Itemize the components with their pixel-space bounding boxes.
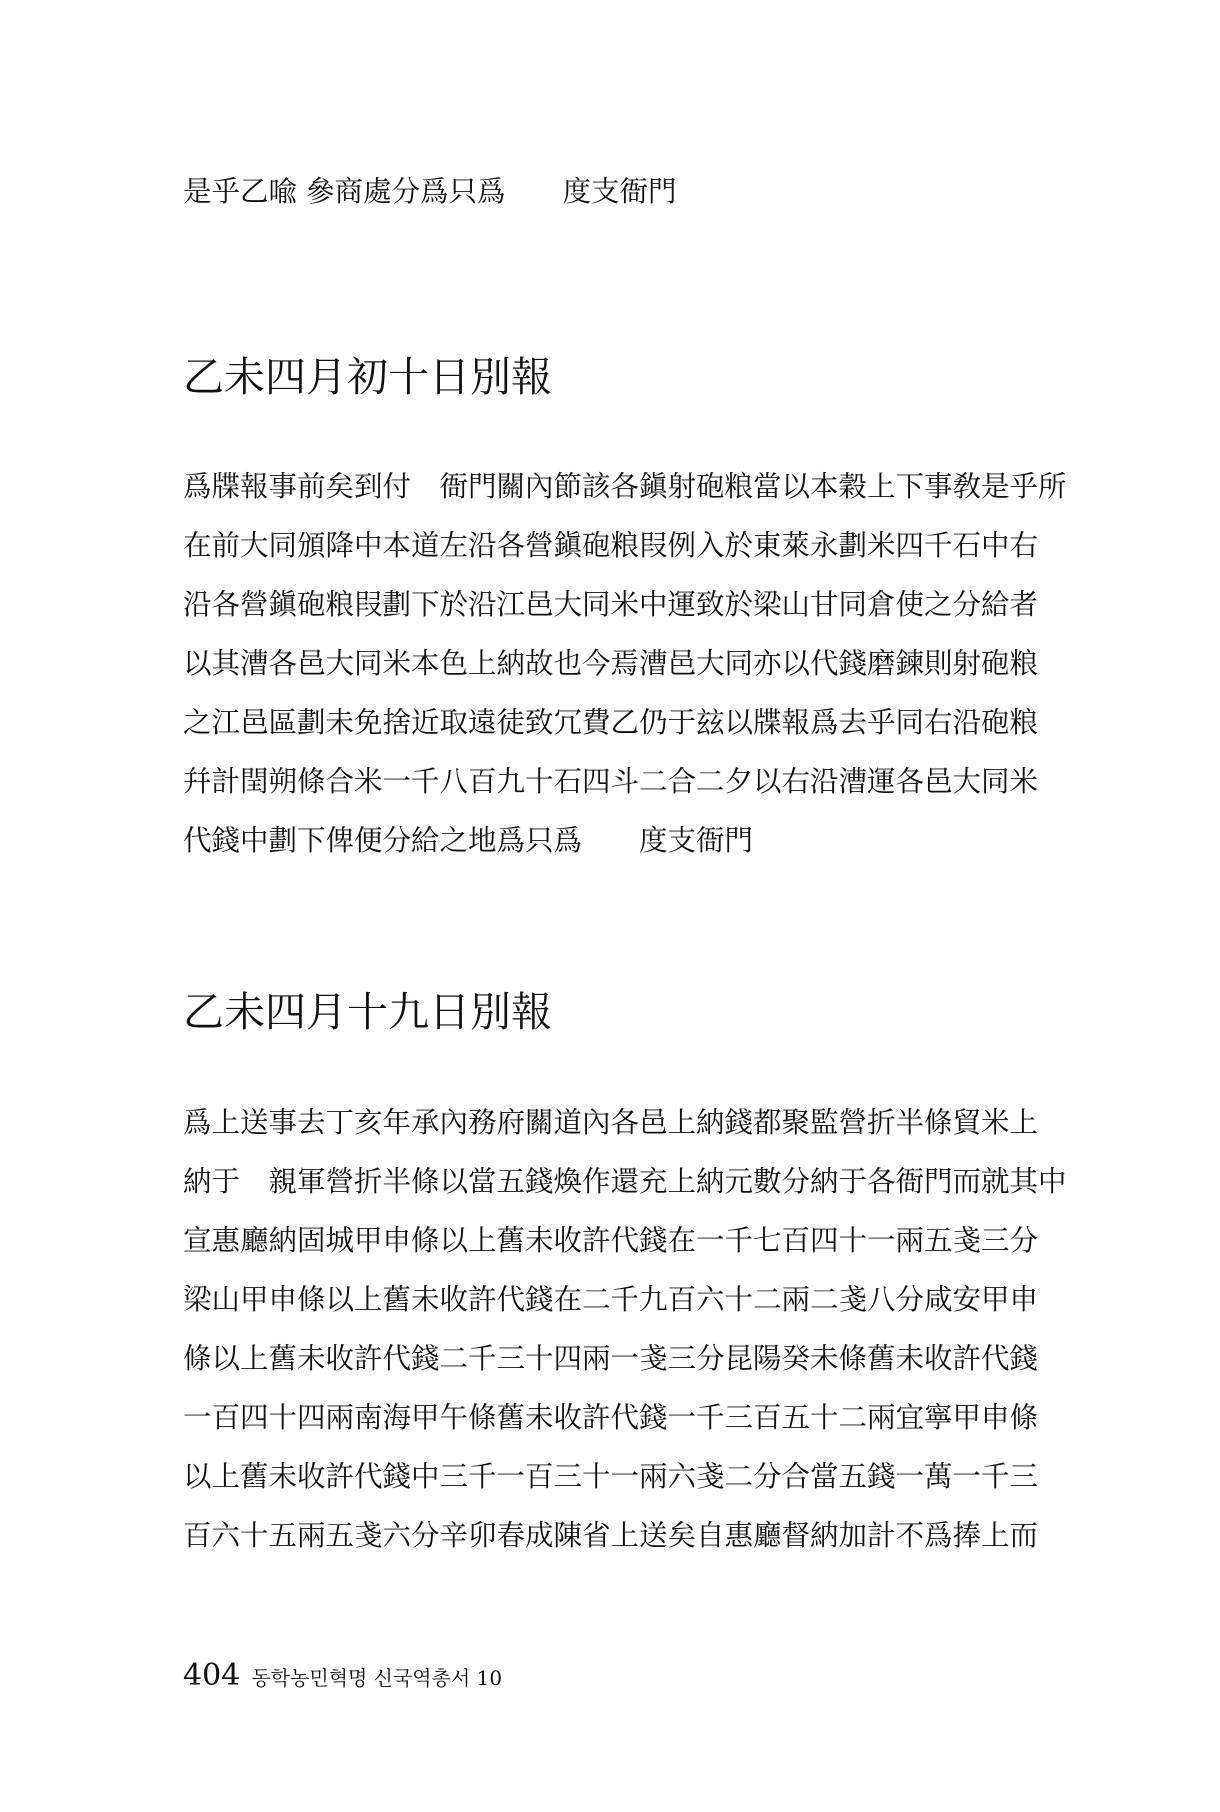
page-number: 404 (183, 1658, 241, 1693)
page-footer (183, 1656, 502, 1700)
text-line: 以上舊未收許代錢中三千一百三十一兩六戔二分合當五錢一萬一千三 (183, 1460, 1039, 1493)
text-line: 之江邑區劃未免捨近取遠徒致冗費乙仍于玆以牒報爲去乎同右沿砲粮 (183, 706, 1039, 739)
text-line: 爲牒報事前矣到付 衙門關內節該各鎭射砲粮當以本穀上下事敎是乎所 (183, 470, 1067, 503)
text-line: 是乎乙喩 參商處分爲只爲 度支衙門 (183, 175, 677, 208)
text-line: 納于 親軍營折半條以當五錢煥作還充上納元數分納于各衙門而就其中 (183, 1165, 1067, 1198)
section-heading: 乙未四月初十日別報 (183, 353, 552, 401)
book-title: 동학농민혁명 신국역총서 10 (251, 1666, 503, 1690)
text-line: 條以上舊未收許代錢二千三十四兩一戔三分昆陽癸未條舊未收許代錢 (183, 1342, 1039, 1375)
text-line: 以其漕各邑大同米本色上納故也今焉漕邑大同亦以代錢磨鍊則射砲粮 (183, 647, 1039, 680)
text-line: 宣惠廳納固城甲申條以上舊未收許代錢在一千七百四十一兩五戔三分 (183, 1224, 1039, 1257)
text-line: 沿各營鎭砲粮叚劃下於沿江邑大同米中運致於梁山甘同倉使之分給者 (183, 588, 1039, 621)
text-line: 代錢中劃下俾便分給之地爲只爲 度支衙門 (183, 824, 754, 857)
text-line: 百六十五兩五戔六分辛卯春成陳省上送矣自惠廳督納加計不爲捧上而 (183, 1519, 1039, 1552)
text-line: 爲上送事去丁亥年承內務府關道內各邑上納錢都聚監營折半條貿米上 (183, 1106, 1039, 1139)
text-line: 梁山甲申條以上舊未收許代錢在二千九百六十二兩二戔八分咸安甲申 (183, 1283, 1039, 1316)
text-line: 幷計閏朔條合米一千八百九十石四斗二合二夕以右沿漕運各邑大同米 (183, 765, 1039, 798)
section-heading: 乙未四月十九日別報 (183, 988, 552, 1036)
text-line: 一百四十四兩南海甲午條舊未收許代錢一千三百五十二兩宜寧甲申條 (183, 1401, 1039, 1434)
text-line: 在前大同頒降中本道左沿各營鎭砲粮叚例入於東萊永劃米四千石中右 (183, 529, 1039, 562)
